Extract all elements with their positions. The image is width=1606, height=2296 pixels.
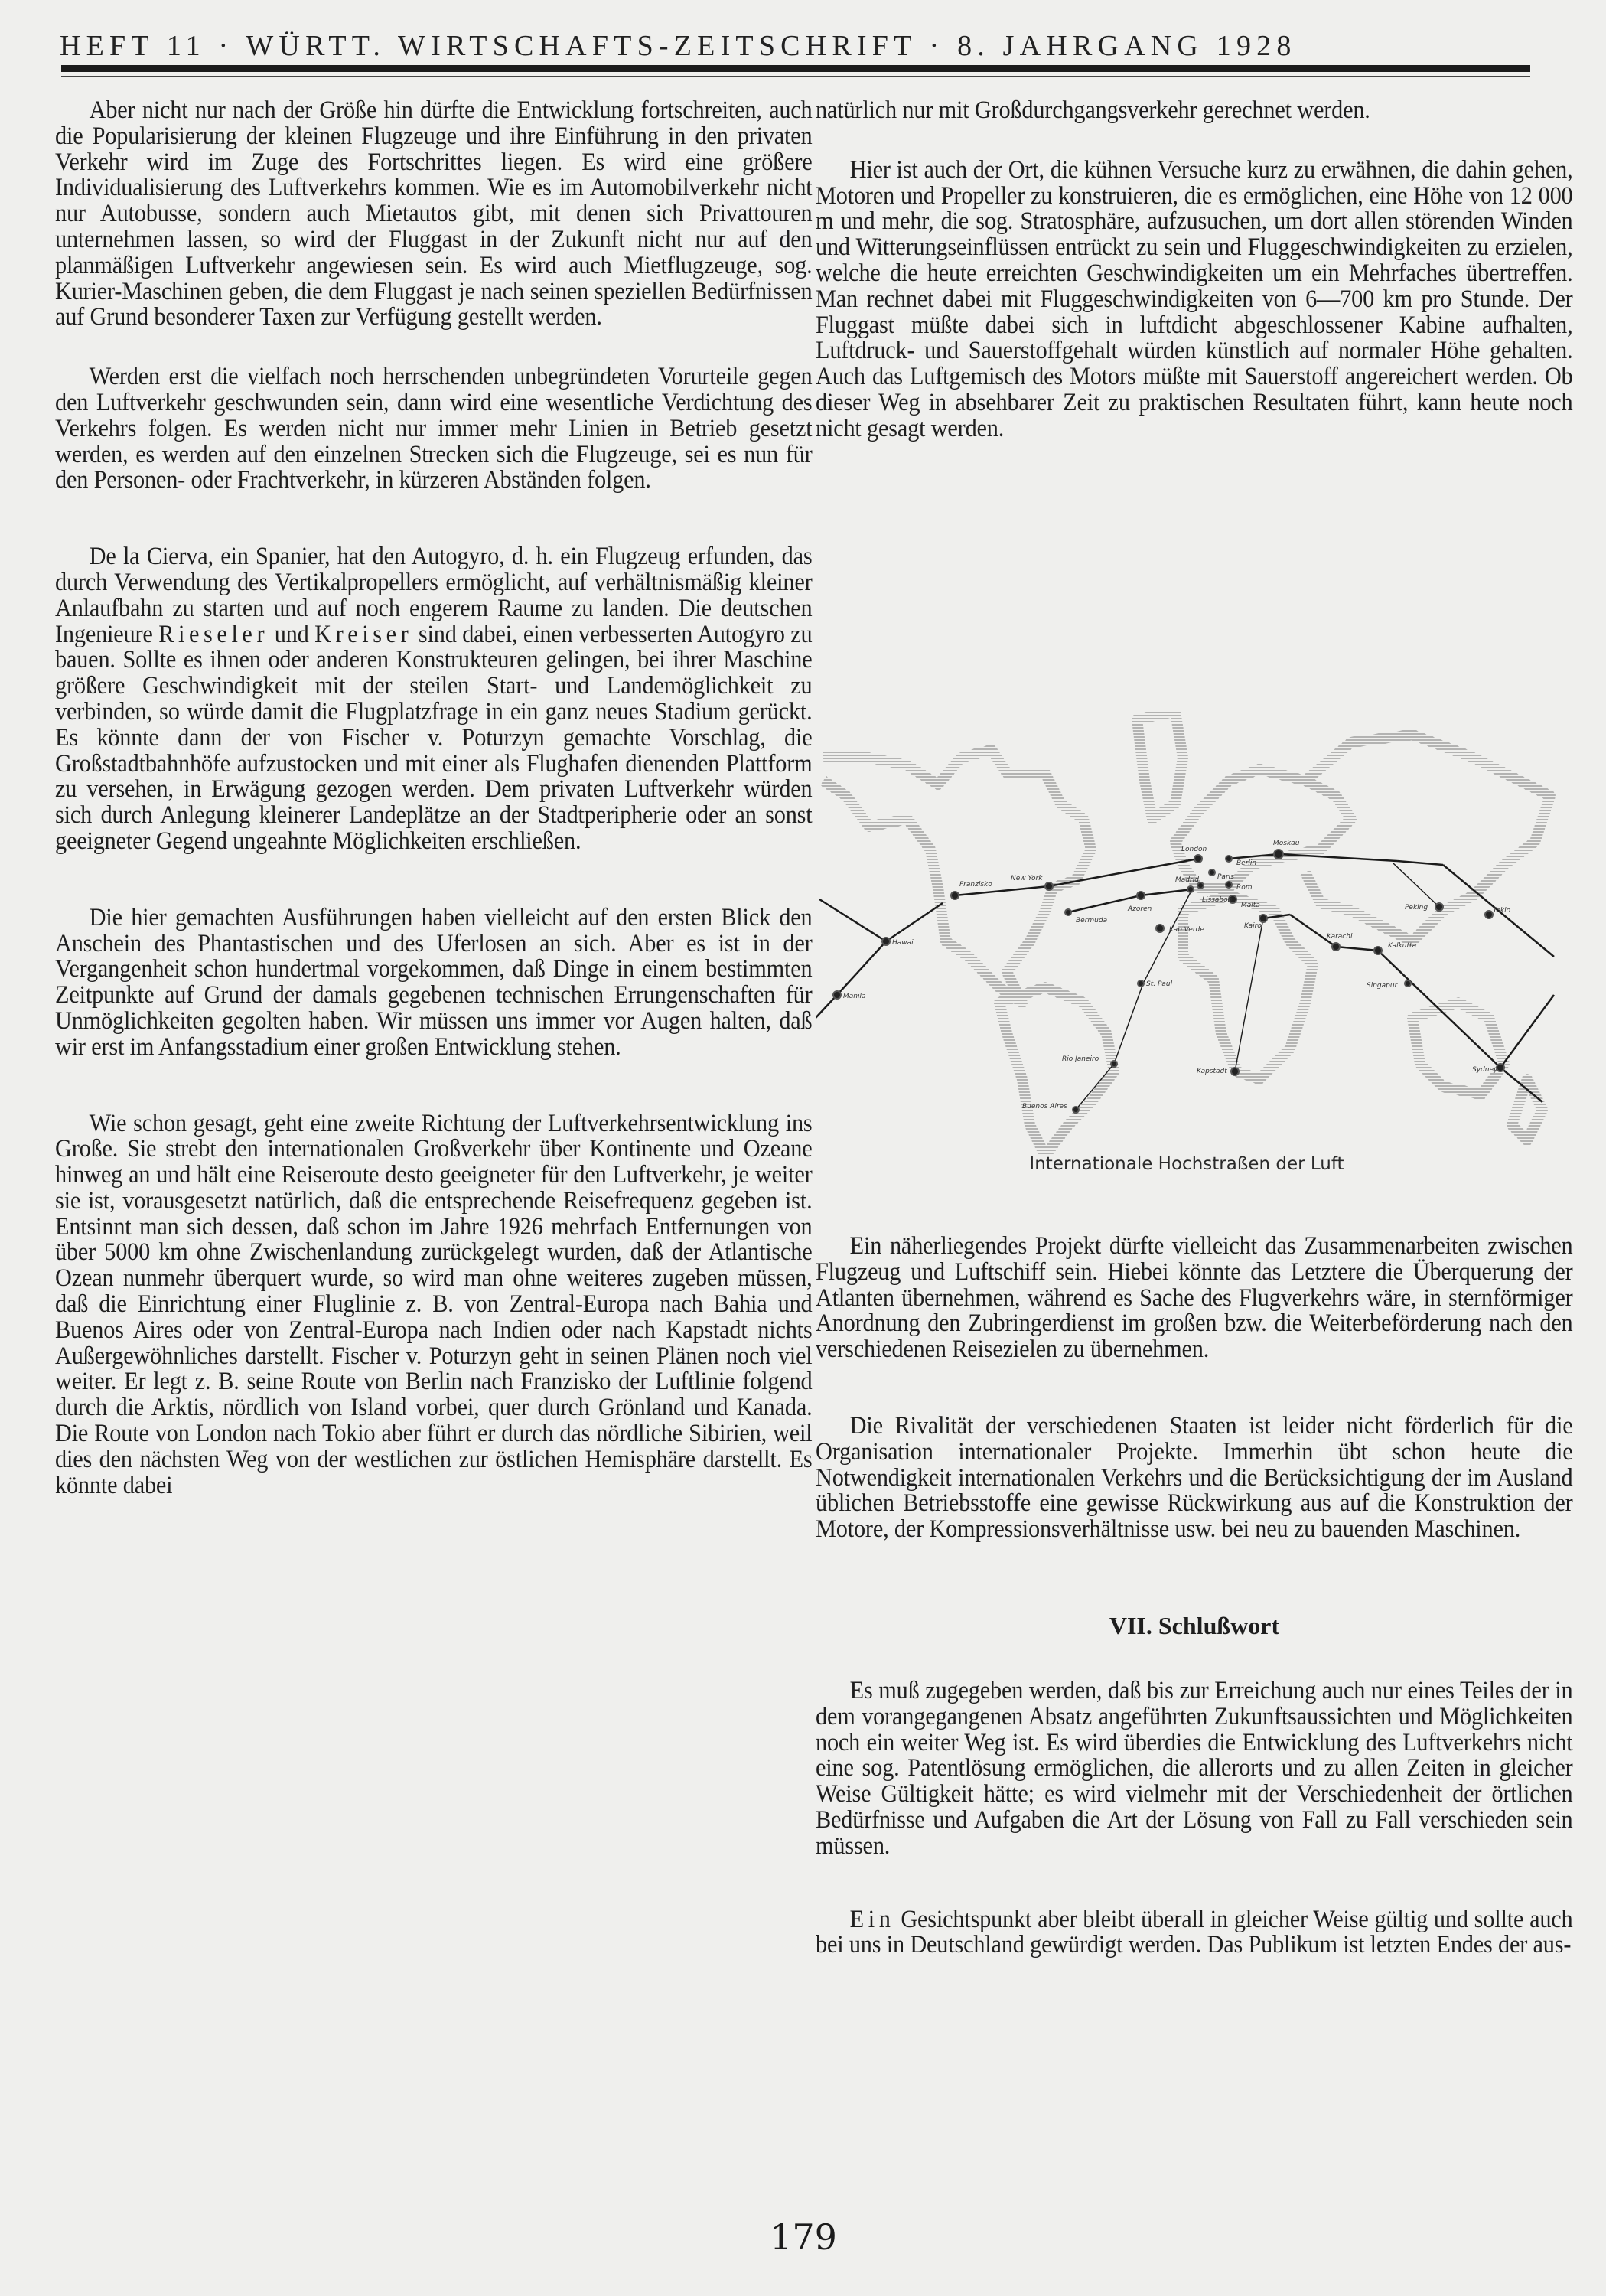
svg-text:London: London bbox=[1181, 846, 1207, 853]
paragraph-international-traffic: Wie schon gesagt, geht eine zweite Richtung der Luftverkehrsentwicklung ins Große. Sie strebt den internationalen Großverkehr über Kontinente und Ozeane hinweg an und hält eine Reiseroute desto geeigneter für den Luftverkehr, je weiter sie ist, vorausgesetzt natürlich, daß die entsprechende Reisefrequenz gegeben ist. Entsinnt man sich dessen, daß schon im Jahre 1926 mehrfach Entfernungen von über 5000 km ohne Zwischenlandung zurückgelegt wurden, daß der Atlantische Ozean nunmehr überquert wurde, so wird man ohne weiteres zugeben müssen, daß die Einrichtung einer Fluglinie z. B. von Zentral-Europa nach Bahia und Buenos Aires oder von Zentral-Europa nach Indien oder nach Kapstadt nichts Außergewöhnliches darstellt. Fischer v. Poturzyn geht in seinen Plänen noch viel weiter. Er legt z. B. seine Route von Berlin nach Franzisko der Luftlinie folgend durch die Arktis, nördlich von Island vorbei, quer durch Grönland und Kanada. Die Route von London nach Tokio aber führt er durch das nördliche Sibirien, weil dies den nächsten Weg von der westlichen zur östlichen Hemisphäre darstellt. Es könnte dabei bbox=[55, 1109, 813, 1499]
paragraph-conclusion: Es muß zugegeben werden, daß bis zur Erreichung auch nur eines Teiles der in dem vorangegangenen Absatz angeführten Zukunftsaussichten und Möglichkeiten noch ein weiter Weg ist. Es wird überdies die Entwicklung des Luftverkehrs nicht eine sog. Patentlösung ermöglichen, die allerorts und zu allen Zeiten in gleicher Weise Gültigkeit hätte; es wird vielmehr mit der Verschiedenheit der örtlichen Bedürfnisse und Aufgaben die Art der Lösung von Fall zu Fall verschieden sein müssen. bbox=[816, 1676, 1573, 1860]
svg-text:Rom: Rom bbox=[1236, 884, 1253, 892]
svg-text:Franzisko: Franzisko bbox=[959, 881, 992, 889]
svg-text:Rio Janeiro: Rio Janeiro bbox=[1062, 1055, 1099, 1063]
svg-text:Hawai: Hawai bbox=[892, 939, 914, 947]
name-kreiser: Kreiser bbox=[314, 620, 413, 648]
right-column bbox=[816, 98, 1573, 442]
running-head: HEFT 11 · WÜRTT. WIRTSCHAFTS-ZEITSCHRIFT · 8. JAHRGANG 1928 bbox=[60, 30, 1297, 62]
section-heading-schlusswort: VII. Schlußwort bbox=[1109, 1611, 1280, 1639]
svg-text:Madrid: Madrid bbox=[1175, 876, 1199, 884]
svg-text:Kapstadt: Kapstadt bbox=[1197, 1068, 1227, 1075]
svg-text:Lissabon: Lissabon bbox=[1202, 896, 1233, 904]
paragraph-rivalry: Die Rivalität der verschiedenen Staaten ist leider nicht förderlich für die Organisation internationaler Projekte. Immerhin übt schon heute die Notwendigkeit internationalen Verkehrs und die Berücksichtigung der im Ausland üblichen Betriebsstoffe eine gewisse Rückwirkung aus auf die Konstruktion der Motore, der Kompressionsverhältnisse usw. bei neu zu bauenden Maschinen. bbox=[816, 1411, 1573, 1544]
name-rieseler: Rieseler bbox=[158, 620, 269, 648]
figure-caption: Internationale Hochstraßen der Luft bbox=[1029, 1154, 1344, 1174]
spaced-lead-word: Ein bbox=[849, 1905, 895, 1933]
svg-text:Kalkutta: Kalkutta bbox=[1388, 942, 1417, 950]
header-rule-thick bbox=[61, 65, 1530, 72]
paragraph-final: Ein Gesichtspunkt aber bleibt überall in gleicher Weise gültig und sollte auch bei uns in Deutschland gewürdigt werden. Das Publikum ist letzten Endes der aus- bbox=[816, 1905, 1573, 1959]
svg-text:Moskau: Moskau bbox=[1273, 840, 1300, 847]
svg-text:Kap Verde: Kap Verde bbox=[1169, 926, 1204, 934]
header-rule-thin bbox=[61, 76, 1530, 77]
svg-text:Singapur: Singapur bbox=[1367, 982, 1398, 990]
paragraph-stratosphere: Hier ist auch der Ort, die kühnen Versuche kurz zu erwähnen, die dahin gehen, Motoren und Propeller zu konstruieren, die es ermöglichen, eine Höhe von 12 000 m und mehr, die sog. Stratosphäre, aufzusuchen, um dort allen störenden Winden und Witterungseinflüssen entrückt zu sein und Fluggeschwindigkeiten zu erzielen, welche die heute erreichten Geschwindigkeiten um ein Mehrfaches übertreffen. Man rechnet dabei mit Fluggeschwindigkeiten von 6—700 km pro Stunde. Der Fluggast müßte dabei sich in luftdicht abgeschlossener Kabine aufhalten, Luftdruck- und Sauerstoffgehalt würden künstlich auf normaler Höhe gehalten. Auch das Luftgemisch des Motors müßte mit Sauerstoff angereichert werden. Ob dieser Weg in absehbarer Zeit zu praktischen Resultaten führt, kann heute noch nicht gesagt werden. bbox=[816, 155, 1573, 442]
svg-text:Bermuda: Bermuda bbox=[1076, 917, 1108, 925]
left-column bbox=[55, 98, 813, 1499]
svg-text:Karachi: Karachi bbox=[1327, 933, 1353, 941]
svg-text:Sydney: Sydney bbox=[1472, 1066, 1498, 1074]
svg-text:Kairo: Kairo bbox=[1244, 922, 1262, 930]
svg-text:Buenos Aires: Buenos Aires bbox=[1022, 1103, 1067, 1110]
svg-text:St. Paul: St. Paul bbox=[1146, 980, 1173, 988]
right-column-lower bbox=[816, 1234, 1573, 1958]
svg-text:Malta: Malta bbox=[1241, 902, 1260, 909]
paragraph-fantastic: Die hier gemachten Ausführungen haben vielleicht auf den ersten Blick den Anschein des Phantastischen und des Uferlosen an sich. Aber es ist in der Vergangenheit schon hundertmal vorgekommen, daß Dinge in einem bestimmten Zeitpunkte auf Grund der damals gegebenen technischen Errungenschaften für Unmöglichkeiten gegolten haben. Wir müssen uns immer vor Augen halten, daß wir erst im Anfangsstadium einer großen Entwicklung stehen. bbox=[55, 903, 813, 1061]
svg-text:Berlin: Berlin bbox=[1236, 859, 1257, 867]
paragraph-autogyro: De la Cierva, ein Spanier, hat den Autogyro, d. h. ein Flugzeug erfunden, das durch Verwendung des Vertikalpropellers ermöglicht, auf verhältnismäßig kleiner Anlaufbahn zu starten und auf noch engerem Raume zu landen. Die deutschen Ingenieure Rieseler und Kreiser sind dabei, einen verbesserten Autogyro zu bauen. Sollte es ihnen oder anderen Konstrukteuren gelingen, bei ihrer Maschine größere Geschwindigkeit mit der steilen Start- und Landemöglichkeit zu verbinden, so würde damit die Flugplatzfrage in ein ganz neues Stadium gerückt. Es könnte dann der von Fischer v. Poturzyn gemachte Vorschlag, die Großstadtbahnhöfe aufzustocken und mit einer als Flughafen dienenden Plattform zu versehen, in Erwägung gezogen werden. Dem privaten Luftverkehr würden sich durch Anlegung kleinerer Landeplätze an der Stadtperipherie oder an sonst geeigneter Gegend ungeahnte Möglichkeiten erschließen. bbox=[55, 543, 813, 855]
paragraph-private-aviation: Aber nicht nur nach der Größe hin dürfte die Entwicklung fortschreiten, auch die Popularisierung der kleinen Flugzeuge und ihre Einführung in den privaten Verkehr wird im Zuge des Fortschrittes liegen. Es wird eine größere Individualisierung des Luftverkehrs kommen. Wie es im Automobilverkehr nicht nur Autobusse, sondern auch Mietautos gibt, mit denen sich Privattouren unternehmen lassen, so wird der Fluggast in der Zukunft nicht nur auf den planmäßigen Luftverkehr angewiesen sein. Es wird auch Mietflugzeuge, sog. Kurier-Maschinen geben, die dem Fluggast je nach seinen speziellen Bedürfnissen auf Grund besonderer Taxen zur Verfügung gestellt werden. bbox=[55, 96, 813, 331]
paragraph-airship-cooperation: Ein näherliegendes Projekt dürfte vielleicht das Zusammenarbeiten zwischen Flugzeug und Luftschiff sein. Hiebei könnte das Letztere die Überquerung der Atlanten übernehmen, während es Sache des Flugverkehrs wäre, in sternförmiger Anordnung den Zubringerdienst im großen bzw. die Weiterbeförderung nach den verschiedenen Reisezielen zu übernehmen. bbox=[816, 1232, 1573, 1364]
svg-text:Manila: Manila bbox=[843, 993, 866, 1000]
world-air-routes-map bbox=[816, 712, 1558, 1156]
svg-text:New York: New York bbox=[1011, 875, 1043, 882]
svg-text:Azoren: Azoren bbox=[1128, 905, 1152, 913]
page-number: 179 bbox=[770, 2216, 837, 2258]
paragraph-continuation: natürlich nur mit Großdurchgangsverkehr gerechnet werden. bbox=[816, 96, 1370, 124]
paragraph-traffic-density: Werden erst die vielfach noch herrschenden unbegründeten Vorurteile gegen den Luftverkehr geschwunden sein, dann wird eine wesentliche Verdichtung des Verkehrs folgen. Es werden nicht nur immer mehr Linien in Betrieb gesetzt werden, es werden auf den einzelnen Strecken sich die Flugzeuge, sei es nun für den Personen- oder Frachtverkehr, in kürzeren Abständen folgen. bbox=[55, 363, 813, 494]
svg-text:Peking: Peking bbox=[1405, 904, 1428, 912]
map-illustration bbox=[816, 712, 1558, 1156]
svg-text:Tokio: Tokio bbox=[1493, 907, 1511, 915]
svg-text:Paris: Paris bbox=[1217, 873, 1234, 881]
